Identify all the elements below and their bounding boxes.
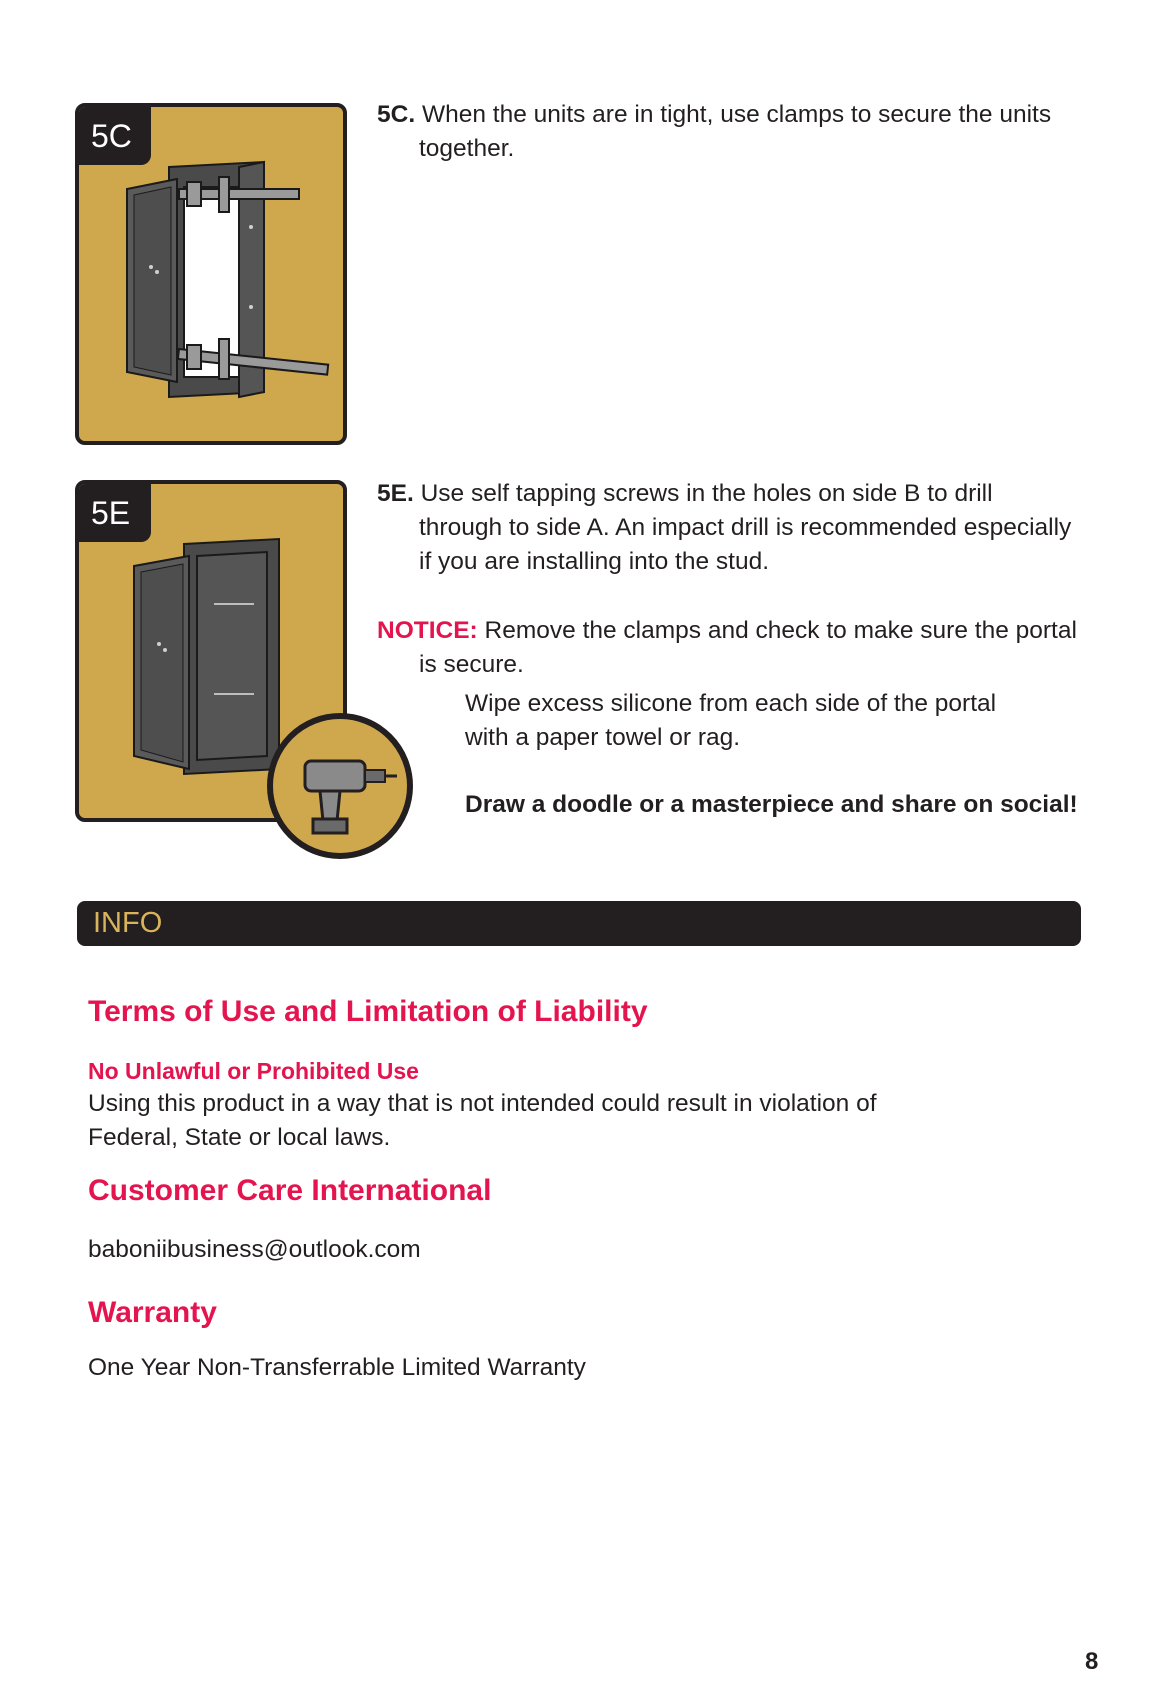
step-5c-text [377, 98, 1077, 166]
notice-body: Remove the clamps and check to make sure the portal is secure. [419, 617, 1077, 678]
warranty-text: One Year Non-Transferrable Limited Warranty [88, 1354, 586, 1381]
step-5e-text [377, 477, 1077, 579]
step-5c-body: When the units are in tight, use clamps to secure the units together. [419, 101, 1052, 162]
step-5e-body: Use self tapping screws in the holes on side B to drill through to side A. An impact drill is recommended especially if you are installing into the stud. [419, 480, 1072, 575]
step-5c-lead: 5C. [377, 101, 416, 128]
notice-text [377, 614, 1077, 682]
info-bar: INFO [77, 901, 1081, 946]
unlawful-heading: No Unlawful or Prohibited Use [88, 1058, 419, 1084]
doodle-text: Draw a doodle or a masterpiece and share on social! [465, 791, 1078, 818]
step-tag-5c: 5C [79, 107, 151, 165]
notice-label: NOTICE: [377, 617, 478, 644]
terms-heading: Terms of Use and Limitation of Liability [88, 995, 648, 1028]
page-number: 8 [1085, 1648, 1099, 1675]
care-heading: Customer Care International [88, 1174, 492, 1207]
care-email: baboniibusiness@outlook.com [88, 1236, 421, 1263]
step-tag-5e: 5E [79, 484, 151, 542]
unlawful-text: Using this product in a way that is not intended could result in violation of Federal, State or local laws. [88, 1090, 877, 1151]
step-5e-lead: 5E. [377, 480, 414, 507]
warranty-heading: Warranty [88, 1296, 217, 1329]
drill-icon [265, 711, 415, 861]
wipe-text: Wipe excess silicone from each side of the portal with a paper towel or rag. [465, 690, 997, 751]
illustration-panel-5c [75, 103, 347, 445]
